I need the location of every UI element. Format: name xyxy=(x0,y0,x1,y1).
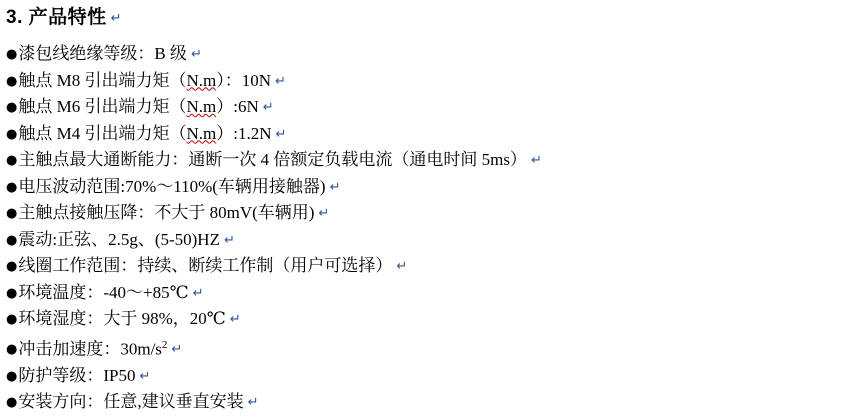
text-run: 触点 M6 引出端力矩（ xyxy=(18,97,187,116)
bullet-icon: ● xyxy=(6,206,18,221)
superscript-text: 2 xyxy=(161,338,168,351)
text-run: 冲击加速度：30m/s xyxy=(18,339,162,359)
list-item-ambient-temperature xyxy=(6,280,860,307)
text-run: 主触点最大通断能力：通断一次 4 倍额定负载电流（通电时间 5ms） xyxy=(18,150,527,169)
bullet-icon: ● xyxy=(6,259,18,274)
text-run: 环境湿度：大于 98%，20℃ xyxy=(18,309,226,328)
list-item-contact-m8-torque xyxy=(6,68,860,95)
text-run: 安装方向：任意,建议垂直安装 xyxy=(18,392,244,412)
list-item-voltage-range xyxy=(6,174,860,201)
list-item-label xyxy=(18,253,392,279)
list-item-contact-m4-torque xyxy=(6,121,860,148)
bullet-icon: ● xyxy=(6,126,18,142)
list-item-label xyxy=(18,200,314,226)
list-item-label xyxy=(18,306,225,332)
bullet-icon: ● xyxy=(6,73,18,89)
bullet-icon: ● xyxy=(6,368,18,384)
document-page xyxy=(0,8,860,419)
list-item-coil-duty xyxy=(6,253,860,280)
text-run: 环境温度：-40～+85℃ xyxy=(18,282,189,302)
spellcheck-underlined-text: N.m xyxy=(186,70,217,90)
list-item-label xyxy=(18,333,167,362)
paragraph-mark: ↵ xyxy=(318,205,330,220)
list-item-label xyxy=(18,147,527,173)
list-item-contact-m6-torque xyxy=(6,94,860,121)
paragraph-mark: ↵ xyxy=(275,72,286,88)
list-item-label xyxy=(18,121,271,147)
bullet-icon: ● xyxy=(6,232,18,248)
paragraph-mark: ↵ xyxy=(110,10,123,25)
paragraph-mark: ↵ xyxy=(262,99,274,114)
bullet-icon: ● xyxy=(6,47,18,62)
text-run: 主触点接触压降：不大于 80mV(车辆用) xyxy=(18,203,315,222)
paragraph-mark: ↵ xyxy=(171,341,183,357)
text-run: 漆包线绝缘等级：B 级 xyxy=(18,44,187,63)
list-item-label xyxy=(18,68,271,94)
list-item-label xyxy=(18,227,220,253)
list-item-insulation-class xyxy=(6,41,860,68)
paragraph-mark: ↵ xyxy=(275,125,287,141)
list-item-vibration xyxy=(6,227,860,254)
spellcheck-underlined-text: N.m xyxy=(186,123,217,143)
list-item-label xyxy=(18,94,258,120)
bullet-icon: ● xyxy=(6,342,18,358)
bullet-icon: ● xyxy=(6,100,18,115)
list-item-protection-class xyxy=(6,363,860,390)
paragraph-mark: ↵ xyxy=(329,178,341,194)
spellcheck-underlined-text: N.m xyxy=(186,97,217,116)
paragraph-mark: ↵ xyxy=(247,394,259,410)
text-run: 电压波动范围:70%～110%(车辆用接触器) xyxy=(18,176,326,196)
list-item-label xyxy=(18,363,135,389)
list-item-ambient-humidity xyxy=(6,306,860,333)
feature-list xyxy=(0,41,860,416)
bullet-icon: ● xyxy=(6,395,18,411)
text-run: 线圈工作范围：持续、断续工作制（用户可选择） xyxy=(18,256,393,275)
page-title xyxy=(6,8,860,27)
text-run: 防护等级：IP50 xyxy=(18,365,136,385)
bullet-icon: ● xyxy=(6,179,18,195)
page-title-text: 3. 产品特性 xyxy=(6,7,107,28)
list-item-contact-voltage-drop xyxy=(6,200,860,227)
text-run: ）：10N xyxy=(216,70,271,90)
bullet-icon: ● xyxy=(6,285,18,301)
bullet-icon: ● xyxy=(6,153,18,168)
bullet-icon: ● xyxy=(6,312,18,327)
paragraph-mark: ↵ xyxy=(530,152,542,167)
text-run: 触点 M8 引出端力矩（ xyxy=(18,70,187,90)
paragraph-mark: ↵ xyxy=(229,311,241,326)
text-run: ）:6N xyxy=(216,97,259,116)
text-run: 震动:正弦、2.5g、(5-50)HZ xyxy=(18,229,220,249)
text-run: 触点 M4 引出端力矩（ xyxy=(18,123,187,143)
list-item-breaking-capacity xyxy=(6,147,860,174)
paragraph-mark: ↵ xyxy=(139,367,151,383)
text-run: ）:1.2N xyxy=(216,123,272,143)
list-item-mounting-direction xyxy=(6,389,860,416)
list-item-label xyxy=(18,280,188,306)
paragraph-mark: ↵ xyxy=(190,46,202,61)
list-item-shock-acceleration xyxy=(6,333,860,363)
paragraph-mark: ↵ xyxy=(223,231,235,247)
paragraph-mark: ↵ xyxy=(192,284,204,300)
paragraph-mark: ↵ xyxy=(396,258,408,273)
list-item-label xyxy=(18,41,187,67)
list-item-label xyxy=(18,174,325,200)
